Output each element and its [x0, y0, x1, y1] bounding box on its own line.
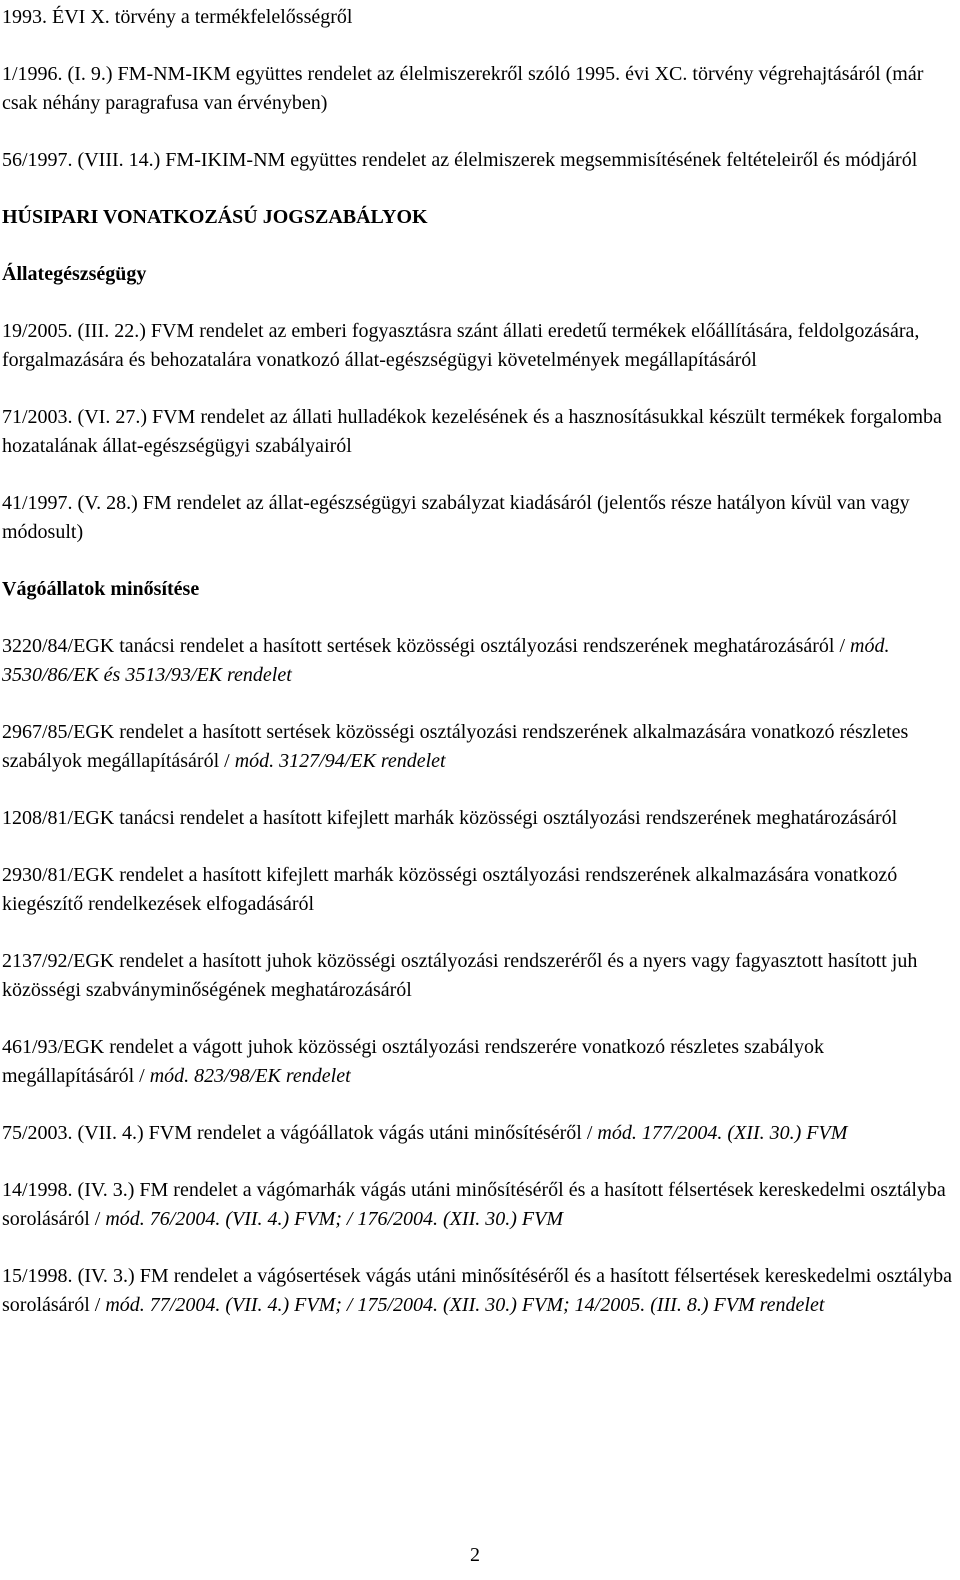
- law-entry: 56/1997. (VIII. 14.) FM-IKIM-NM együttes rendelet az élelmiszerek megsemmisítésének feltételeiről és módjáról: [2, 149, 918, 171]
- law-entry: 75/2003. (VII. 4.) FVM rendelet a vágóállatok vágás utáni minősítéséről / mód. 177/2004. (XII. 30.) FVM: [2, 1122, 848, 1144]
- document-page: [2, 0, 952, 1320]
- amendment-note: mód. 76/2004. (VII. 4.) FVM; / 176/2004. (XII. 30.) FVM: [105, 1208, 563, 1230]
- amendment-note: mód. 823/98/EK rendelet: [149, 1065, 351, 1087]
- subsection-heading: Állategészségügy: [2, 263, 147, 285]
- law-entry: 3220/84/EGK tanácsi rendelet a hasított sertések közösségi osztályozási rendszerének meghatározásáról / mód. 3530/86/EK és 3513/93/EK rendelet: [2, 635, 890, 686]
- law-entry: 15/1998. (IV. 3.) FM rendelet a vágósertések vágás utáni minősítéséről és a hasított félsertések kereskedelmi osztályba sorolásáról / mód. 77/2004. (VII. 4.) FVM; / 175/2004. (XII. 30.) FVM; 14/2005. (III. 8.) FVM rendelet: [2, 1265, 952, 1316]
- amendment-note: mód. 3530/86/EK és 3513/93/EK rendelet: [2, 635, 890, 686]
- law-entry: 461/93/EGK rendelet a vágott juhok közösségi osztályozási rendszerére vonatkozó részletes szabályok megállapításáról / mód. 823/98/EK rendelet: [2, 1036, 824, 1087]
- law-entry: 1208/81/EGK tanácsi rendelet a hasított kifejlett marhák közösségi osztályozási rendszerének meghatározásáról: [2, 807, 898, 829]
- section-heading: HÚSIPARI VONATKOZÁSÚ JOGSZABÁLYOK: [2, 206, 428, 228]
- law-entry: 71/2003. (VI. 27.) FVM rendelet az állati hulladékok kezelésének és a hasznosításukkal készült termékek forgalomba hozatalának állat-egészségügyi szabályairól: [2, 406, 942, 457]
- amendment-note: mód. 3127/94/EK rendelet: [234, 750, 446, 772]
- law-entry: 19/2005. (III. 22.) FVM rendelet az emberi fogyasztásra szánt állati eredetű termékek előállítására, feldolgozására, forgalmazására és behozatalára vonatkozó állat-egészségügyi követelmények megállapításáról: [2, 320, 920, 371]
- law-entry: 2137/92/EGK rendelet a hasított juhok közösségi osztályozási rendszeréről és a nyers vagy fagyasztott hasított juh közösségi szabványminőségének meghatározásáról: [2, 950, 918, 1001]
- law-entry: 14/1998. (IV. 3.) FM rendelet a vágómarhák vágás utáni minősítéséről és a hasított félsertések kereskedelmi osztályba sorolásáról / mód. 76/2004. (VII. 4.) FVM; / 176/2004. (XII. 30.) FVM: [2, 1179, 946, 1230]
- law-entry: 41/1997. (V. 28.) FM rendelet az állat-egészségügyi szabályzat kiadásáról (jelentős része hatályon kívül van vagy módosult): [2, 492, 910, 543]
- law-entry: 1/1996. (I. 9.) FM-NM-IKM együttes rendelet az élelmiszerekről szóló 1995. évi XC. törvény végrehajtásáról (már csak néhány paragrafusa van érvényben): [2, 63, 924, 114]
- page-number: 2: [470, 1544, 480, 1566]
- law-entry: 2967/85/EGK rendelet a hasított sertések közösségi osztályozási rendszerének alkalmazására vonatkozó részletes szabályok megállapításáról / mód. 3127/94/EK rendelet: [2, 721, 909, 772]
- subsection-heading: Vágóállatok minősítése: [2, 578, 200, 600]
- amendment-note: mód. 177/2004. (XII. 30.) FVM: [597, 1122, 848, 1144]
- law-entry: 1993. ÉVI X. törvény a termékfelelősségről: [2, 6, 353, 28]
- amendment-note: mód. 77/2004. (VII. 4.) FVM; / 175/2004. (XII. 30.) FVM; 14/2005. (III. 8.) FVM rendelet: [105, 1294, 825, 1316]
- law-entry: 2930/81/EGK rendelet a hasított kifejlett marhák közösségi osztályozási rendszerének alkalmazására vonatkozó kiegészítő rendelkezések elfogadásáról: [2, 864, 898, 915]
